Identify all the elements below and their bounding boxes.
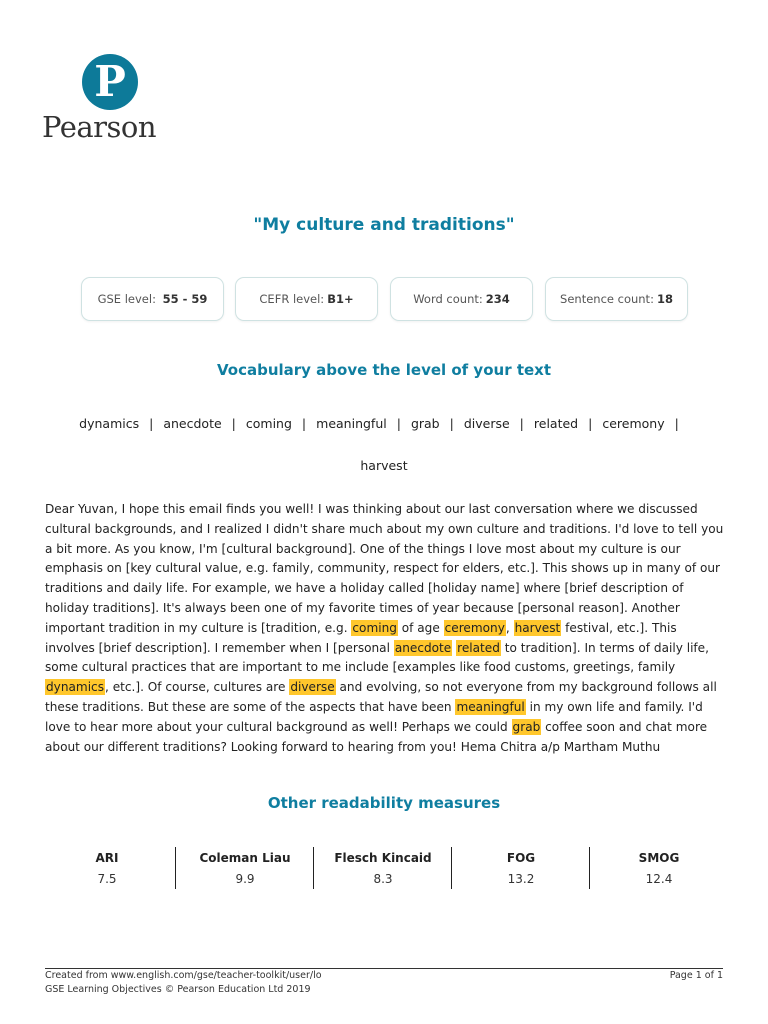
measure-value: 13.2 [507,872,535,886]
stat-word-count [390,277,533,321]
stat-label: GSE level: [97,292,156,306]
highlighted-word: meaningful [456,699,525,714]
stat-gse-level [81,277,224,321]
vocab-separator: | [588,416,593,431]
stat-label: CEFR level: [259,292,325,306]
vocab-word: diverse [463,416,510,431]
measure-label: ARI [95,851,119,865]
text-segment: , [505,620,514,635]
text-body [45,500,725,757]
readability-fog [452,847,590,889]
highlighted-word: related [457,640,500,655]
vocab-list [0,416,768,431]
readability-table [38,847,728,891]
pearson-logo-icon: P [82,54,138,110]
text-segment: to tradition]. In terms of daily life, some cultural practices that are important to me include [examples like food customs, greetings, family [45,640,709,675]
vocab-word: grab [410,416,440,431]
stat-label: Word count: [413,292,483,306]
text-segment: and evolving, so not everyone from my background follows all these traditions. But these are some of the aspects that have been [45,680,717,714]
measure-value: 8.3 [373,872,393,886]
vocab-list-wrap [0,458,768,473]
page-number: Page 1 of 1 [669,970,723,981]
vocab-separator: | [449,416,454,431]
stat-label: Sentence count: [560,292,654,306]
text-segment: of age [397,620,444,635]
highlighted-word: diverse [290,680,335,695]
stat-sentence-count [545,277,688,321]
measure-label: Flesch Kincaid [334,851,432,865]
text-segment: Dear Yuvan, I hope this email finds you well! I was thinking about our last conversation where we discussed cultural backgrounds, and I realized I didn't share much about my own culture and traditions. I'd love to tell you a bit more. As you know, I'm [cultural background]. One of the things I love most about my culture is our emphasis on [key cultural value, e.g. family, community, respect for elders, etc.]. This shows up in many of our traditions and daily life. For example, we have a holiday called [holiday name] where [brief description of holiday traditions]. It's always been one of my favorite times of year because [personal reason]. Another important tradition in my culture is [tradition, e.g. [45,502,724,635]
footer-copyright: GSE Learning Objectives © Pearson Education Ltd 2019 [45,984,311,995]
measure-label: FOG [506,851,536,865]
vocab-separator: | [301,416,307,431]
readability-smog [590,847,728,889]
stats-row [0,277,768,323]
vocab-separator: | [149,416,154,431]
measure-label: SMOG [638,851,680,865]
highlighted-word: anecdote [394,640,452,655]
vocab-separator: | [519,416,524,431]
highlighted-word: harvest [514,620,561,635]
readability-heading: Other readability measures [267,794,501,812]
footer-source: Created from www.english.com/gse/teacher-toolkit/user/lo [45,970,322,981]
vocab-word: ceremony [602,416,665,431]
vocab-word: dynamics [79,416,140,431]
highlighted-word: ceremony [444,620,505,635]
text-segment: coffee soon and chat more about our different traditions? Looking forward to hearing from you! Hema Chitra a/p Martham Muthu [45,719,708,754]
text-segment: festival, etc.]. This involves [brief description]. I remember when I [personal [45,620,677,655]
measure-label: Coleman Liau [199,851,291,865]
vocab-heading: Vocabulary above the level of your text [216,361,552,379]
readability-ari [38,847,176,889]
highlighted-word: grab [512,719,541,734]
measure-value: 7.5 [97,872,117,886]
highlighted-word: coming [352,620,397,635]
vocab-word: related [533,416,579,431]
readability-flesch-kincaid [314,847,452,889]
vocab-separator: | [674,416,679,431]
vocab-word: anecdote [163,416,222,431]
pearson-logo-wordmark: Pearson [42,110,157,144]
text-segment: in my own life and family. I'd love to hear more about your cultural background as well! Perhaps we could [45,699,703,734]
page-title: "My culture and traditions" [253,215,515,235]
vocab-word: harvest [360,458,408,473]
highlighted-word: dynamics [46,680,105,695]
stat-value: 234 [485,292,510,306]
readability-coleman-liau [176,847,314,889]
measure-value: 12.4 [645,872,673,886]
pearson-logo [42,54,177,146]
stat-value: B1+ [327,292,354,306]
stat-cefr-level [235,277,378,321]
vocab-word: meaningful [316,416,387,431]
stat-value: 55 - 59 [162,292,208,306]
footer-divider [45,968,723,969]
measure-value: 9.9 [235,872,255,886]
vocab-separator: | [396,416,401,431]
text-segment: , etc.]. Of course, cultures are [105,680,290,695]
vocab-word: coming [245,416,292,431]
stat-value: 18 [656,292,673,306]
vocab-separator: | [231,416,236,431]
